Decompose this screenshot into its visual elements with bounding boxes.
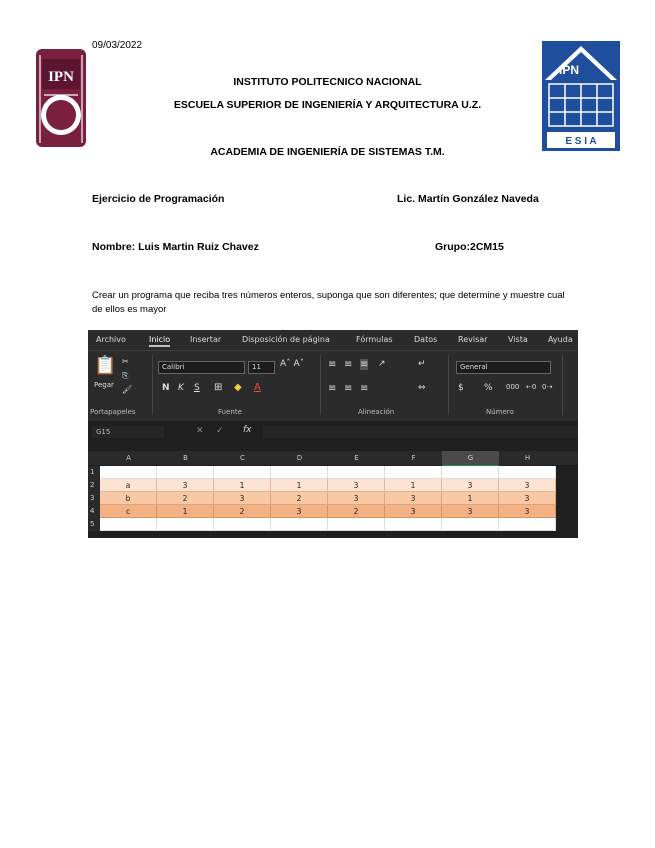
name-box[interactable]: G15 <box>92 426 164 438</box>
school-name: ESCUELA SUPERIOR DE INGENIERÍA Y ARQUITECTURA U.Z. <box>173 99 482 111</box>
menu-disposicion[interactable]: Disposición de página <box>242 335 330 344</box>
wrap-text-icon[interactable]: ↵ <box>418 359 426 369</box>
grid-cell[interactable] <box>499 518 556 531</box>
align-right-icon[interactable]: ≡ <box>360 383 369 394</box>
excel-ribbon <box>88 350 578 421</box>
underline-icon[interactable]: S <box>194 383 200 393</box>
merge-cells-icon[interactable]: ⇔ <box>418 383 426 393</box>
ipn-logo <box>32 47 90 149</box>
row-header[interactable]: 5 <box>88 518 101 531</box>
paste-label[interactable]: Pegar <box>94 381 114 389</box>
align-top-icon[interactable]: ≡ <box>328 359 337 370</box>
copy-icon[interactable]: ⎘ <box>122 371 129 380</box>
svg-text:IPN: IPN <box>48 69 74 85</box>
col-header-d[interactable]: D <box>271 451 328 465</box>
menu-ayuda[interactable]: Ayuda <box>548 335 573 344</box>
grid-cell[interactable]: a <box>100 479 157 492</box>
grid-cell[interactable]: 3 <box>499 492 556 505</box>
paste-icon[interactable]: 📋 <box>94 355 117 376</box>
group-fuente: Fuente <box>218 408 242 416</box>
format-painter-icon[interactable]: 🖌 <box>122 385 133 394</box>
exercise-title: Ejercicio de Programación <box>92 193 225 205</box>
grid-cell[interactable]: 1 <box>442 492 499 505</box>
grid-cell[interactable]: 3 <box>442 505 499 518</box>
grid-cell[interactable]: 3 <box>328 492 385 505</box>
font-grow-icon[interactable]: Aˆ Aˇ <box>280 359 305 369</box>
svg-text:IPN: IPN <box>558 63 580 77</box>
menu-revisar[interactable]: Revisar <box>458 335 488 344</box>
grid-cell[interactable]: 1 <box>271 479 328 492</box>
col-header-h[interactable]: H <box>499 451 556 465</box>
grid-cell[interactable] <box>271 518 328 531</box>
grid-cell[interactable]: 2 <box>157 492 214 505</box>
menu-inicio[interactable]: Inicio <box>149 335 170 347</box>
formula-input[interactable] <box>263 426 578 438</box>
number-format-select[interactable]: General <box>456 361 551 374</box>
svg-text:E S I A: E S I A <box>565 136 597 147</box>
cancel-icon[interactable]: ✕ <box>196 426 204 436</box>
menu-insertar[interactable]: Insertar <box>190 335 222 344</box>
grid-cell[interactable]: 3 <box>214 492 271 505</box>
fx-icon[interactable]: fx <box>243 425 252 435</box>
decimal-increase-icon[interactable]: ⇠0 <box>526 383 537 391</box>
grid-cell[interactable]: 2 <box>214 505 271 518</box>
group-alineacion: Alineación <box>358 408 395 416</box>
col-header-f[interactable]: F <box>385 451 442 465</box>
row-header[interactable]: 3 <box>88 492 101 505</box>
teacher-name: Lic. Martín González Naveda <box>397 193 539 205</box>
align-center-icon[interactable]: ≡ <box>344 383 353 394</box>
font-name-select[interactable]: Calibri <box>158 361 245 374</box>
esia-logo <box>541 40 621 152</box>
grid-cell[interactable]: 1 <box>214 479 271 492</box>
grid-cell[interactable]: 3 <box>499 505 556 518</box>
italic-icon[interactable]: K <box>178 383 184 393</box>
grid-cell[interactable]: c <box>100 505 157 518</box>
confirm-icon[interactable]: ✓ <box>216 426 224 436</box>
problem-statement: Crear un programa que reciba tres números enteros, suponga que son diferentes; que determine y muestre cual de ellos es mayor <box>92 290 565 315</box>
grid-cell[interactable]: 3 <box>385 505 442 518</box>
excel-screenshot <box>88 330 578 538</box>
align-middle-icon[interactable]: ≡ <box>344 359 353 370</box>
group-label: Grupo:2CM15 <box>435 241 504 253</box>
grid-cell[interactable]: 3 <box>271 505 328 518</box>
col-header-overflow <box>556 451 578 465</box>
col-header-a[interactable]: A <box>100 451 157 465</box>
font-color-icon[interactable]: A <box>254 382 261 393</box>
col-header-e[interactable]: E <box>328 451 385 465</box>
grid-cell[interactable]: 3 <box>499 479 556 492</box>
grid-cell[interactable] <box>442 518 499 531</box>
grid-cell[interactable] <box>385 518 442 531</box>
grid-cell[interactable] <box>157 466 214 479</box>
currency-icon[interactable]: $ <box>458 383 464 393</box>
student-name: Nombre: Luis Martin Ruiz Chavez <box>92 241 259 253</box>
fill-color-icon[interactable]: ◆ <box>234 382 242 393</box>
font-size-select[interactable]: 11 <box>248 361 275 374</box>
menu-datos[interactable]: Datos <box>414 335 438 344</box>
academy-name: ACADEMIA DE INGENIERÍA DE SISTEMAS T.M. <box>210 146 445 158</box>
grid-cell[interactable] <box>499 466 556 479</box>
grid-cell[interactable]: 2 <box>271 492 328 505</box>
grid-cell[interactable]: 3 <box>442 479 499 492</box>
formula-bar <box>88 423 578 441</box>
row-header[interactable]: 4 <box>88 505 101 518</box>
grid-cell[interactable] <box>214 466 271 479</box>
col-header-g[interactable]: G <box>442 451 499 467</box>
grid-cell[interactable]: 1 <box>157 505 214 518</box>
grid-cell[interactable] <box>100 466 157 479</box>
borders-icon[interactable]: ⊞ <box>214 382 223 393</box>
grid-cell[interactable] <box>328 518 385 531</box>
bold-icon[interactable]: N <box>162 383 170 393</box>
orientation-icon[interactable]: ↗ <box>378 359 386 369</box>
menu-formulas[interactable]: Fórmulas <box>356 335 393 344</box>
col-header-b[interactable]: B <box>157 451 214 465</box>
grid-cell[interactable] <box>100 518 157 531</box>
grid-cell[interactable] <box>442 466 499 479</box>
percent-icon[interactable]: % <box>484 383 493 393</box>
row-header[interactable]: 1 <box>88 466 101 479</box>
thousands-icon[interactable]: 000 <box>506 383 520 391</box>
decimal-decrease-icon[interactable]: 0⇢ <box>542 383 553 391</box>
align-bottom-icon[interactable]: ≡ <box>360 359 369 370</box>
menu-vista[interactable]: Vista <box>508 335 528 344</box>
document-date: 09/03/2022 <box>92 40 143 51</box>
col-header-c[interactable]: C <box>214 451 271 465</box>
grid-cell[interactable] <box>385 466 442 479</box>
row-header[interactable]: 2 <box>88 479 101 492</box>
institute-name: INSTITUTO POLITECNICO NACIONAL <box>233 76 422 88</box>
grid-cell[interactable]: 2 <box>328 505 385 518</box>
grid-cell[interactable]: 3 <box>385 492 442 505</box>
grid-cell[interactable]: b <box>100 492 157 505</box>
grid-cell[interactable]: 3 <box>157 479 214 492</box>
grid-cell[interactable]: 3 <box>328 479 385 492</box>
grid-cell[interactable] <box>328 466 385 479</box>
cut-icon[interactable]: ✂ <box>122 357 129 366</box>
grid-cell[interactable] <box>157 518 214 531</box>
grid-cell[interactable] <box>214 518 271 531</box>
align-left-icon[interactable]: ≡ <box>328 383 337 394</box>
group-portapapeles: Portapapeles <box>90 408 136 416</box>
grid-cell[interactable]: 1 <box>385 479 442 492</box>
group-numero: Número <box>486 408 514 416</box>
grid-cell[interactable] <box>271 466 328 479</box>
menu-archivo[interactable]: Archivo <box>96 335 126 344</box>
excel-menu-bar <box>88 330 578 350</box>
select-all-corner[interactable] <box>88 451 100 465</box>
